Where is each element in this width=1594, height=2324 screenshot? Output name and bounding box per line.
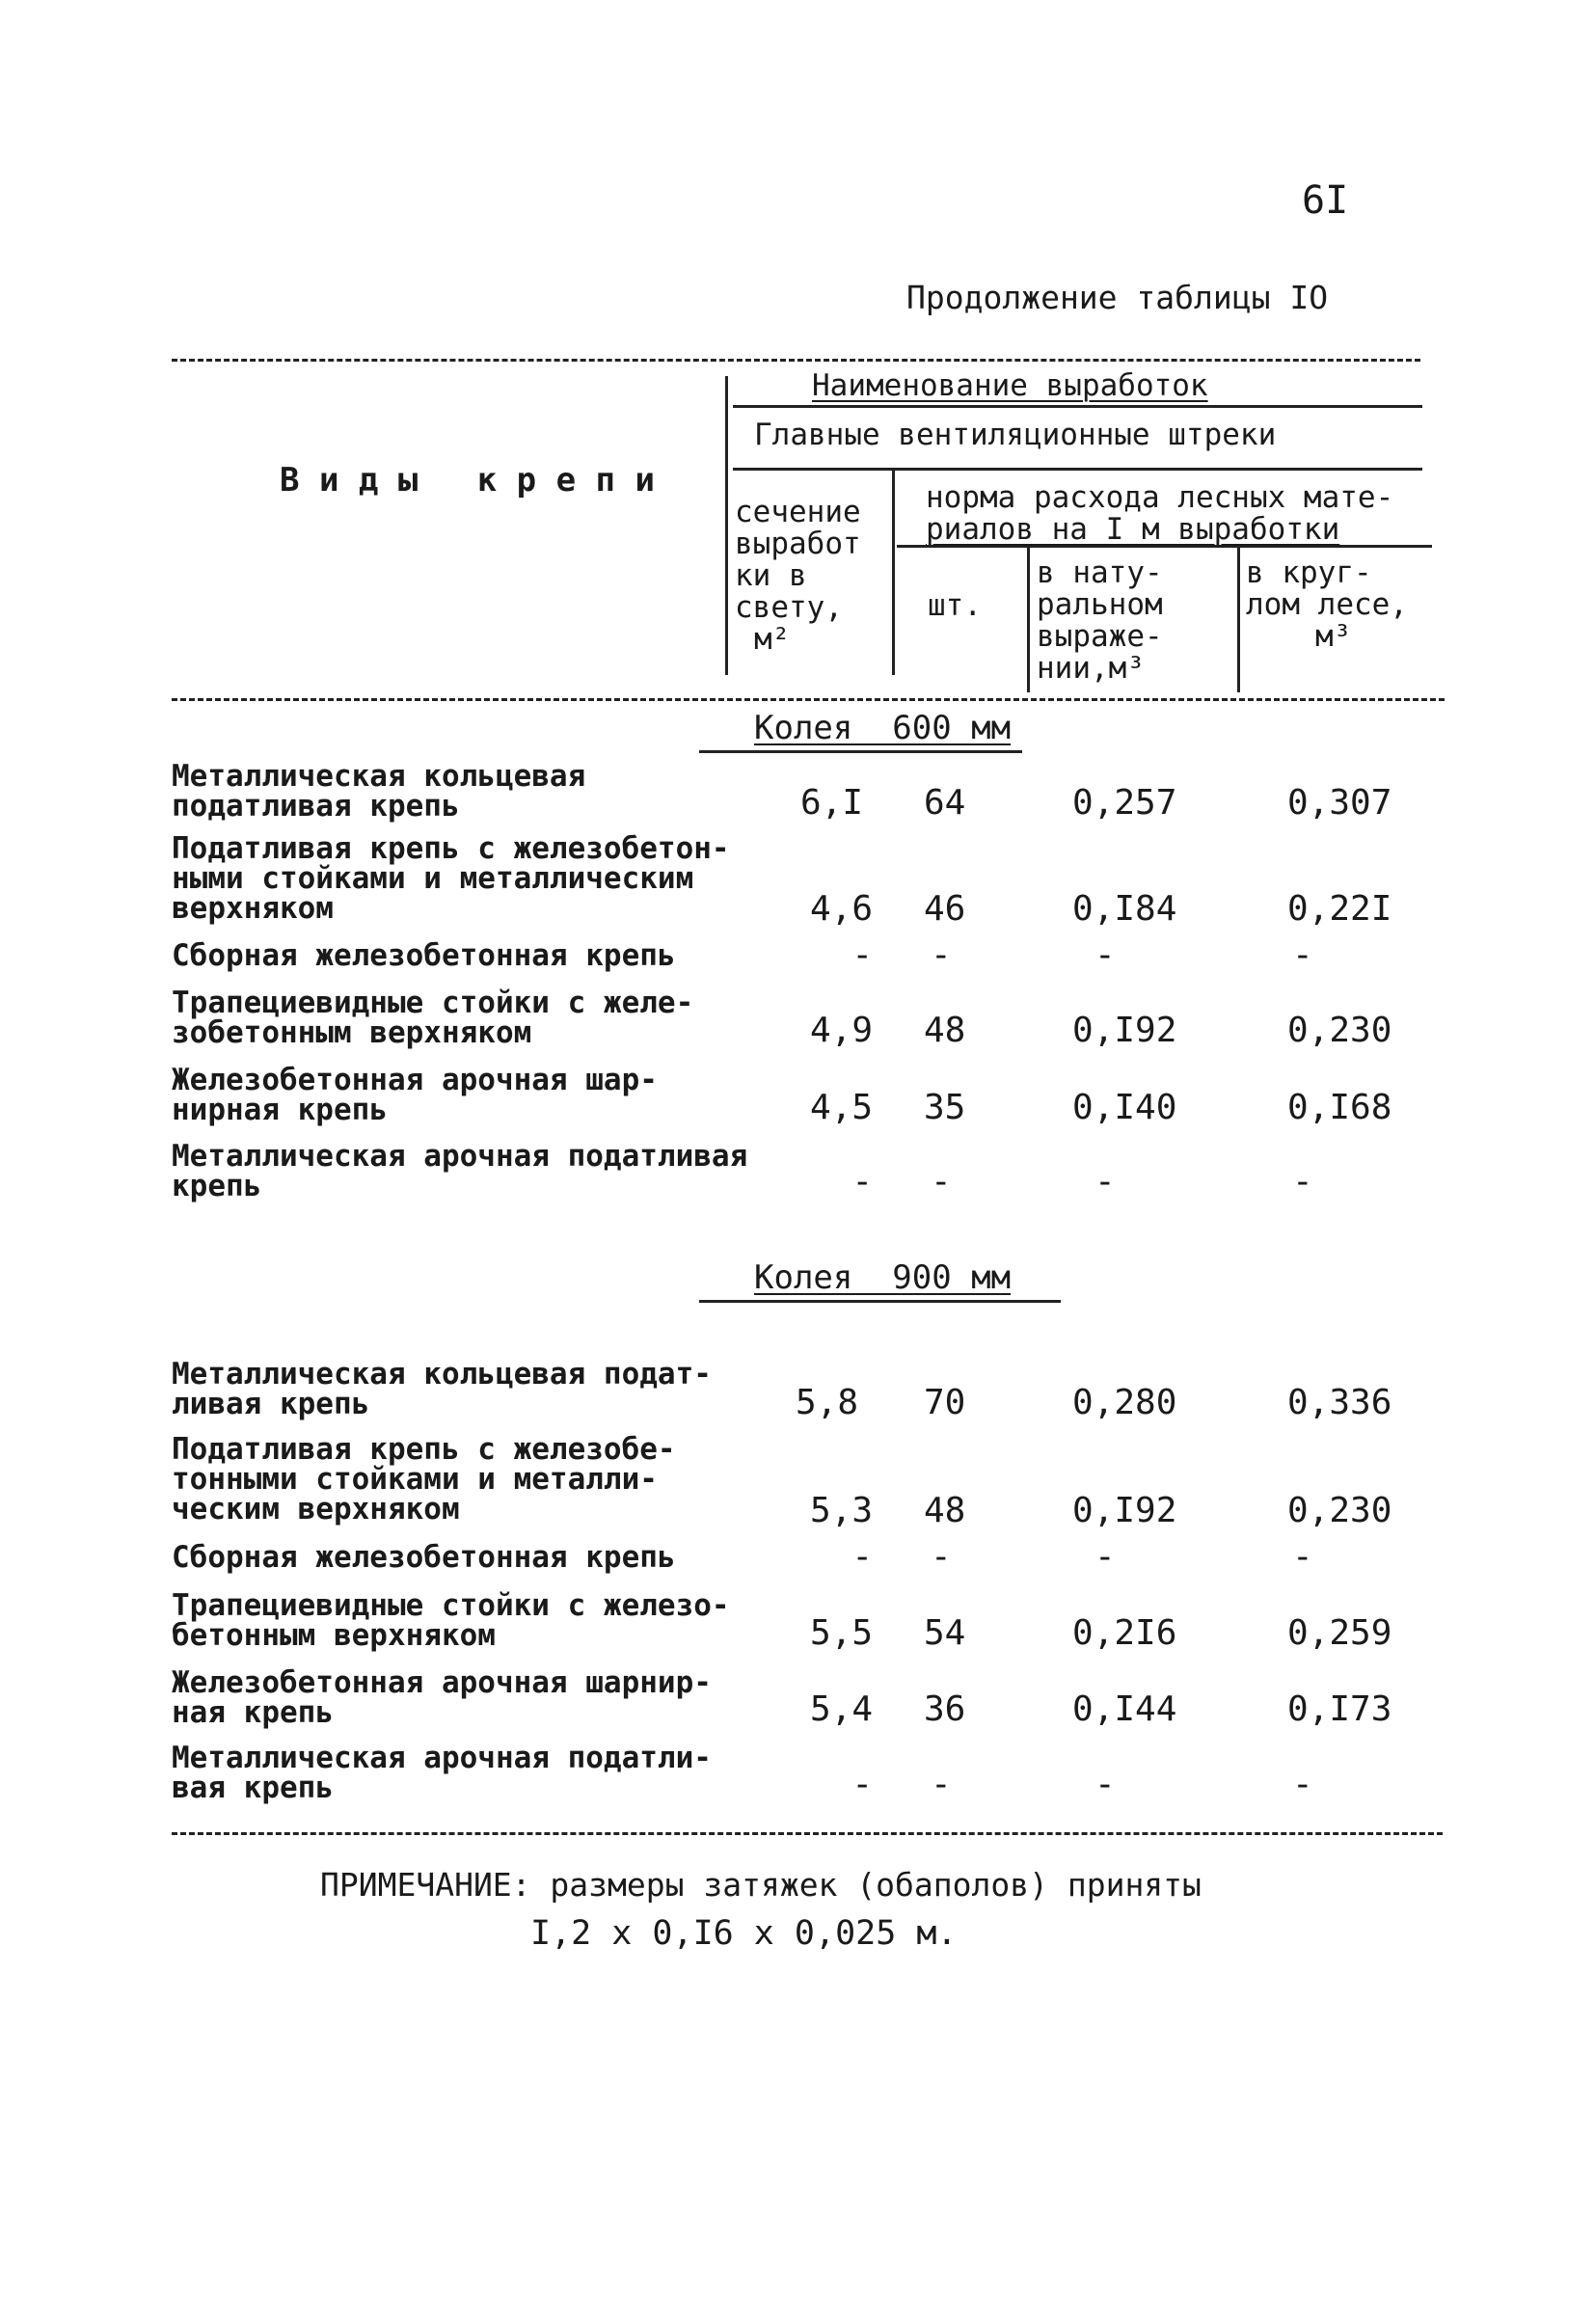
header-types-of-support: В и д ы к р е п и: [280, 461, 655, 500]
cell-pcs: 48: [924, 1011, 966, 1050]
cell-section: 4,6: [809, 889, 873, 929]
cell-round: -: [1292, 1537, 1313, 1577]
cell-round: -: [1292, 1765, 1313, 1804]
table-row-name: Трапециевидные стойки с железо- бетонным верхняком: [172, 1588, 730, 1653]
cell-natural: -: [1094, 1765, 1116, 1804]
cell-natural: 0,I44: [1072, 1689, 1177, 1729]
cell-section: -: [851, 1537, 873, 1577]
cell-natural: 0,I92: [1072, 1491, 1177, 1530]
rule-under-workings-name: [733, 405, 1422, 408]
table-top-rule: [172, 359, 1420, 362]
cell-pcs: 54: [924, 1613, 966, 1653]
table-note: ПРИМЕЧАНИЕ: размеры затяжек (обаполов) приняты I,2 х 0,I6 х 0,025 м.: [320, 1866, 1202, 1953]
cell-section: 5,4: [809, 1689, 873, 1729]
header-bottom-rule: [172, 698, 1445, 701]
cell-section: 6,I: [799, 783, 863, 823]
table-row-name: Сборная железобетонная крепь: [172, 938, 676, 973]
cell-section: 4,5: [809, 1088, 873, 1127]
cell-round: 0,259: [1287, 1613, 1392, 1653]
cell-pcs: 48: [924, 1491, 966, 1530]
cell-natural: 0,2I6: [1072, 1613, 1177, 1653]
table-row-name: Металлическая кольцевая податливая крепь: [172, 759, 586, 824]
cell-natural: 0,257: [1072, 783, 1177, 823]
header-divider-pcs: [1027, 548, 1030, 692]
header-natural-expression: в нату- ральном выраже- нии,м³: [1037, 555, 1163, 686]
header-main-drifts: Главные вентиляционные штреки: [754, 418, 1277, 452]
cell-section: 5,5: [809, 1613, 873, 1653]
table-row-name: Податливая крепь с железобе- тонными стойками и металли- ческим верхняком: [172, 1432, 676, 1527]
header-workings-name: Наименование выработок: [812, 368, 1208, 403]
cell-pcs: -: [931, 1537, 952, 1577]
cell-pcs: -: [931, 1162, 952, 1202]
cell-round: -: [1292, 1162, 1313, 1202]
cell-round: 0,307: [1287, 783, 1392, 823]
table-row-name: Трапециевидные стойки с желе- зобетонным верхняком: [172, 986, 694, 1050]
table-continuation-title: Продолжение таблицы IO: [906, 279, 1329, 316]
cell-section: -: [851, 1765, 873, 1804]
section-title-900: Колея 900 мм: [754, 1258, 1012, 1297]
cell-round: 0,I73: [1287, 1689, 1392, 1729]
section-900-underline: [699, 1300, 1061, 1303]
cell-pcs: 70: [924, 1383, 966, 1422]
cell-round: 0,336: [1287, 1383, 1392, 1422]
cell-natural: -: [1094, 1162, 1116, 1202]
table-row-name: Металлическая кольцевая подат- ливая крепь: [172, 1357, 712, 1421]
header-pcs: шт.: [928, 588, 982, 623]
table-row-name: Железобетонная арочная шар- нирная крепь: [172, 1063, 658, 1127]
table-row-name: Сборная железобетонная крепь: [172, 1540, 676, 1575]
cell-pcs: 64: [924, 783, 966, 823]
cell-section: 5,8: [795, 1383, 858, 1422]
cell-pcs: 46: [924, 889, 966, 929]
cell-round: 0,I68: [1287, 1088, 1392, 1127]
rule-under-main-drifts: [733, 468, 1422, 471]
cell-natural: 0,I92: [1072, 1011, 1177, 1050]
header-divider-left: [725, 376, 728, 675]
table-row-name: Железобетонная арочная шарнир- ная крепь: [172, 1665, 712, 1730]
header-norm-consumption: норма расхода лесных мате- риалов на I м выработки: [926, 480, 1394, 547]
page-number: 6I: [1302, 178, 1349, 223]
cell-pcs: 36: [924, 1689, 966, 1729]
cell-pcs: 35: [924, 1088, 966, 1127]
table-row-name: Металлическая арочная податли- вая крепь: [172, 1741, 712, 1805]
header-divider-section: [892, 471, 895, 675]
header-section-area: сечение выработ ки в свету, м²: [735, 495, 861, 657]
cell-round: 0,22I: [1287, 889, 1392, 929]
cell-pcs: -: [931, 1765, 952, 1804]
cell-natural: 0,I40: [1072, 1088, 1177, 1127]
section-600-underline: [699, 750, 1022, 753]
table-row-name: Податливая крепь с железобетон- ными стойками и металлическим верхняком: [172, 831, 730, 926]
cell-pcs: -: [931, 935, 952, 975]
table-row-name: Металлическая арочная податливая крепь: [172, 1139, 748, 1203]
cell-section: 5,3: [809, 1491, 873, 1530]
cell-natural: -: [1094, 1537, 1116, 1577]
cell-section: -: [851, 935, 873, 975]
header-divider-natural: [1237, 548, 1240, 692]
cell-natural: -: [1094, 935, 1116, 975]
table-bottom-rule: [172, 1832, 1443, 1835]
cell-round: 0,230: [1287, 1491, 1392, 1530]
cell-section: -: [851, 1162, 873, 1202]
section-title-600: Колея 600 мм: [754, 709, 1012, 747]
cell-round: 0,230: [1287, 1011, 1392, 1050]
header-round-timber: в круг- лом лесе, м³: [1246, 555, 1408, 654]
cell-natural: 0,280: [1072, 1383, 1177, 1422]
cell-round: -: [1292, 935, 1313, 975]
cell-natural: 0,I84: [1072, 889, 1177, 929]
cell-section: 4,9: [809, 1011, 873, 1050]
